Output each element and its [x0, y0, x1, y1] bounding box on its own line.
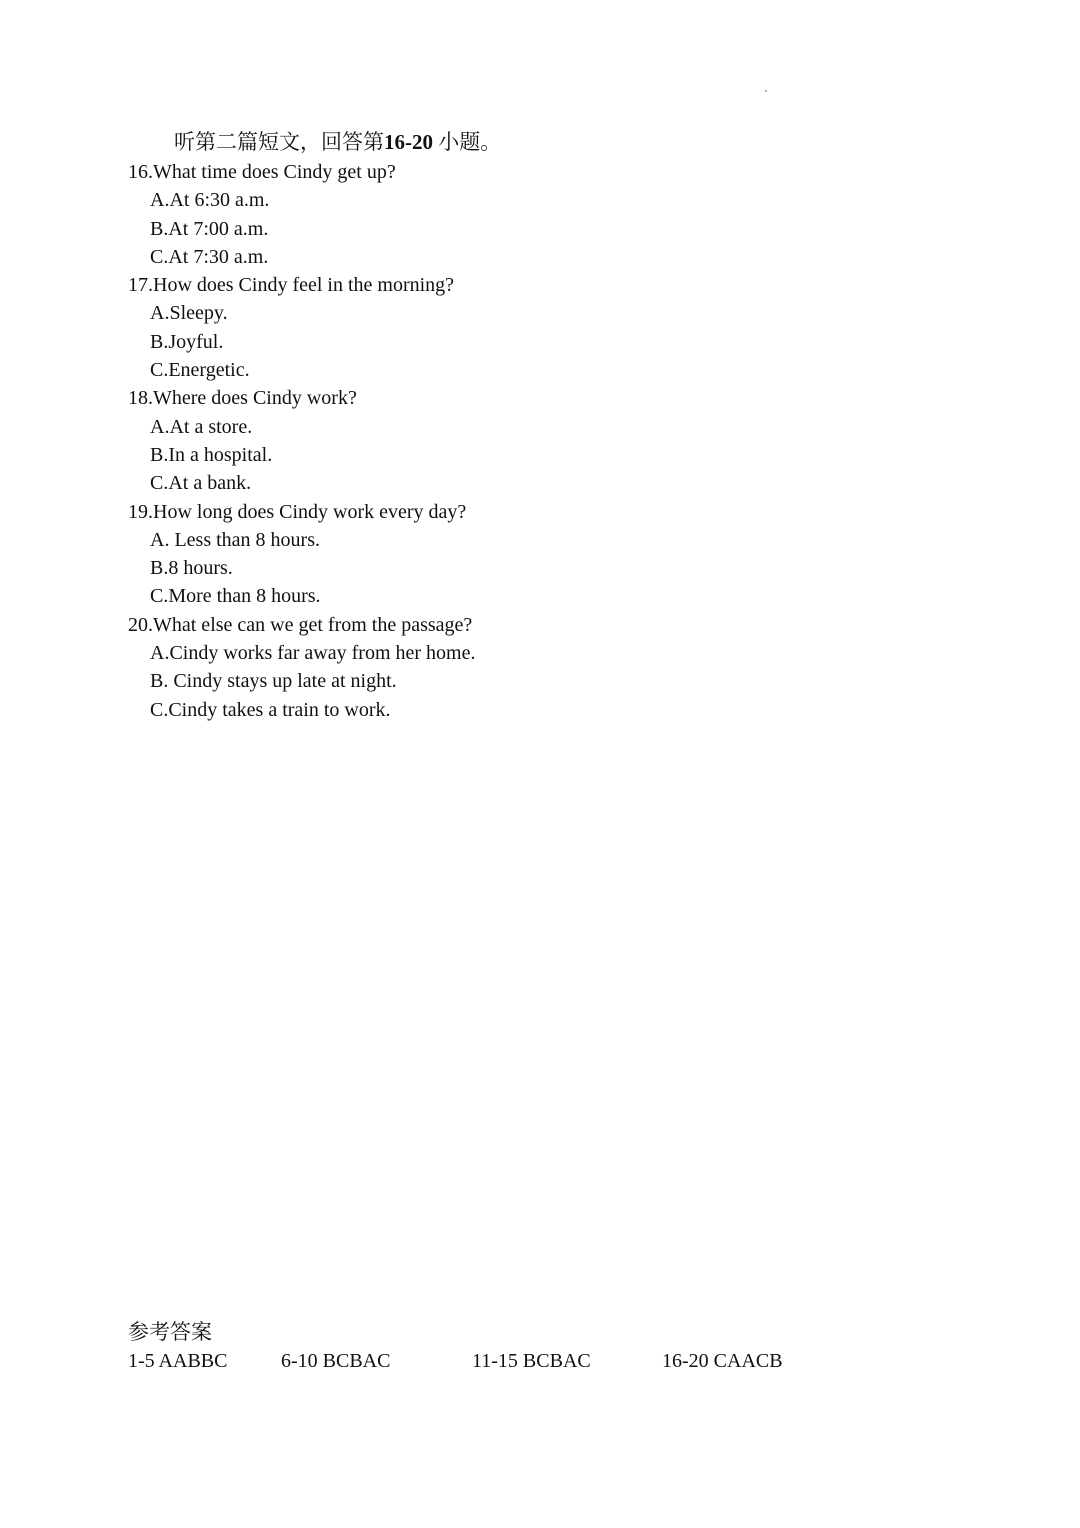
- question-17: [128, 271, 928, 384]
- option-c: C.More than 8 hours.: [150, 585, 321, 608]
- section-instruction-prefix: 听第二篇短文，回答第: [174, 130, 384, 154]
- option-a: A.Cindy works far away from her home.: [150, 642, 476, 665]
- option-b: B.Joyful.: [150, 330, 224, 353]
- section-instruction: [174, 128, 501, 156]
- question-stem: 16.What time does Cindy get up?: [128, 161, 396, 183]
- question-20: [128, 611, 928, 724]
- option-a: A.Sleepy.: [150, 302, 228, 325]
- answer-group-1-5: 1-5 AABBC: [128, 1350, 228, 1372]
- answer-group-6-10: 6-10 BCBAC: [281, 1350, 391, 1372]
- option-b: B.At 7:00 a.m.: [150, 217, 269, 240]
- answer-key-row: [0, 1347, 1080, 1375]
- option-c: C.At a bank.: [150, 472, 252, 495]
- option-a: A.At a store.: [150, 415, 253, 438]
- question-stem: 17.How does Cindy feel in the morning?: [128, 274, 455, 297]
- answer-group-11-15: 11-15 BCBAC: [472, 1350, 591, 1372]
- question-stem: 19.How long does Cindy work every day?: [128, 500, 467, 523]
- option-c: C.Cindy takes a train to work.: [150, 698, 391, 721]
- question-19: [128, 498, 928, 611]
- option-c: C.At 7:30 a.m.: [150, 245, 269, 268]
- option-b: B.In a hospital.: [150, 443, 273, 466]
- question-stem: 18.Where does Cindy work?: [128, 387, 357, 410]
- section-instruction-suffix: 小题。: [438, 130, 502, 154]
- option-a: A. Less than 8 hours.: [150, 528, 320, 551]
- option-a: A.At 6:30 a.m.: [150, 189, 270, 212]
- answer-key-title: 参考答案: [128, 1320, 212, 1344]
- option-b: B. Cindy stays up late at night.: [150, 670, 397, 693]
- question-16: [128, 158, 928, 271]
- question-stem: 20.What else can we get from the passage?: [128, 613, 473, 636]
- option-c: C.Energetic.: [150, 359, 250, 382]
- question-list: [128, 158, 928, 724]
- question-18: [128, 384, 928, 497]
- option-b: B.8 hours.: [150, 557, 233, 580]
- answer-group-16-20: 16-20 CAACB: [662, 1350, 783, 1372]
- stray-dot-mark: [765, 90, 767, 92]
- section-question-range: 16-20: [384, 130, 433, 154]
